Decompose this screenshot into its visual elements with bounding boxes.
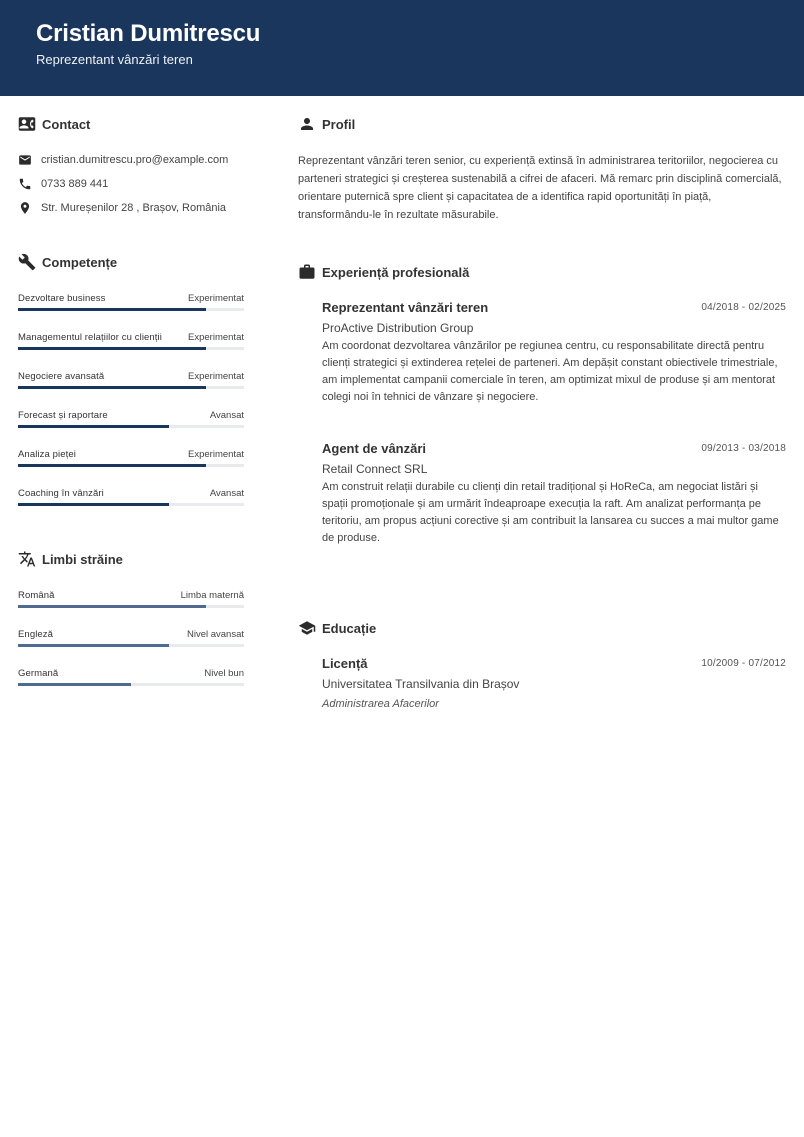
experience-entry (322, 300, 786, 416)
skill-name: Coaching în vânzări (18, 488, 104, 499)
skill-item (18, 332, 244, 356)
contact-heading (18, 115, 90, 133)
language-bar-fill (18, 644, 169, 647)
company-name: Retail Connect SRL (322, 462, 428, 476)
languages-heading-label: Limbi străine (42, 551, 123, 567)
skill-bar (18, 347, 244, 350)
skill-item (18, 371, 244, 395)
experience-heading-label: Experiență profesională (322, 264, 470, 280)
skill-level: Experimentat (188, 332, 244, 343)
education-dates: 10/2009 - 07/2012 (701, 658, 786, 669)
profile-summary: Reprezentant vânzări teren senior, cu experiență extinsă în administrarea teritoriilor, negocierea cu parteneri strategici și creșterea sustenabilă a cifrei de afaceri. Mă remarc prin disciplină comercială, orientare puternică spre client și capacitatea de a identifica rapid oportunități în piață, transformându-le în rezultate măsurabile. (298, 155, 782, 221)
languages-heading (18, 550, 123, 568)
skill-bar-fill (18, 464, 206, 467)
resume-header (0, 0, 804, 96)
skill-level: Avansat (209, 410, 244, 421)
contact-heading-label: Contact (42, 116, 91, 132)
skill-bar-fill (18, 425, 169, 428)
education-heading (298, 619, 376, 637)
skills-heading-label: Competențe (42, 254, 118, 270)
skill-item (18, 410, 244, 434)
skill-level: Avansat (209, 488, 244, 499)
skill-bar-fill (18, 308, 206, 311)
language-name: Română (18, 590, 55, 601)
skill-item (18, 293, 244, 317)
language-level: Limba maternă (180, 590, 244, 601)
contact-address-text: Str. Mureșenilor 28 , Brașov, România (41, 202, 227, 214)
skill-bar (18, 425, 244, 428)
profile-heading (298, 115, 355, 133)
education-heading-label: Educație (322, 620, 377, 636)
language-item (18, 668, 244, 692)
skill-bar-fill (18, 503, 169, 506)
briefcase-icon (298, 263, 316, 281)
skill-name: Managementul relațiilor cu clienții (18, 332, 162, 343)
person-icon (298, 115, 316, 133)
skill-name: Forecast și raportare (18, 410, 108, 421)
language-bar (18, 605, 244, 608)
language-item (18, 629, 244, 653)
skill-level: Experimentat (188, 293, 244, 304)
contact-phone[interactable] (18, 176, 108, 192)
language-bar (18, 644, 244, 647)
job-description: Am construit relații durabile cu clienți din retail tradițional și HoReCa, am negociat listări și spații promoționale și am urmărit îndeaproape execuția la raft. Am analizat performanța pe teritoriu, am propus acțiuni corective și am contribuit la lansarea cu succes a mai multor game de produse. (322, 481, 779, 544)
language-level: Nivel avansat (186, 629, 244, 640)
skill-level: Experimentat (188, 371, 244, 382)
language-level: Nivel bun (204, 668, 244, 679)
degree-title: Licență (322, 656, 368, 671)
translate-icon (18, 550, 36, 568)
candidate-title: Reprezentant vânzări teren (36, 52, 193, 67)
contact-email-text[interactable]: cristian.dumitrescu.pro@example.com (41, 154, 229, 166)
wrench-icon (18, 253, 36, 271)
skill-bar (18, 386, 244, 389)
skill-name: Analiza pieței (18, 449, 76, 460)
language-item (18, 590, 244, 614)
language-name: Germană (18, 668, 59, 679)
language-name: Engleză (18, 629, 54, 640)
skill-level: Experimentat (188, 449, 244, 460)
job-dates: 09/2013 - 03/2018 (701, 443, 786, 454)
skill-name: Dezvoltare business (18, 293, 106, 304)
contact-email[interactable] (18, 152, 228, 168)
candidate-name: Cristian Dumitrescu (36, 20, 261, 47)
experience-entry (322, 441, 786, 557)
skill-bar (18, 503, 244, 506)
contact-card-icon (18, 115, 36, 133)
field-of-study: Administrarea Afacerilor (322, 698, 439, 710)
education-entry (322, 656, 786, 716)
institution-name: Universitatea Transilvania din Brașov (322, 677, 520, 691)
skill-bar (18, 308, 244, 311)
skills-heading (18, 253, 117, 271)
language-bar (18, 683, 244, 686)
experience-heading (298, 263, 469, 281)
job-description: Am coordonat dezvoltarea vânzărilor pe regiunea centru, cu responsabilitate directă pentru clienți strategici și extinderea rețelei de parteneri. Am depășit constant obiectivele trimestriale, am implementat campanii comerciale în teren, am optimizat mixul de produse și am mentorat colegi noi în tehnici de vânzare și negociere. (322, 340, 778, 403)
contact-phone-text[interactable]: 0733 889 441 (41, 178, 109, 190)
company-name: ProActive Distribution Group (322, 321, 474, 335)
skill-name: Negociere avansată (18, 371, 105, 382)
skill-item (18, 488, 244, 512)
skill-bar-fill (18, 386, 206, 389)
language-bar-fill (18, 605, 206, 608)
skill-bar-fill (18, 347, 206, 350)
skill-bar (18, 464, 244, 467)
job-title: Reprezentant vânzări teren (322, 300, 489, 315)
job-dates: 04/2018 - 02/2025 (701, 302, 786, 313)
profile-heading-label: Profil (322, 116, 356, 132)
job-title: Agent de vânzări (322, 441, 427, 456)
location-pin-icon (18, 201, 32, 215)
skill-item (18, 449, 244, 473)
email-icon (18, 153, 32, 167)
contact-address (18, 200, 226, 216)
graduation-cap-icon (298, 619, 316, 637)
phone-icon (18, 177, 32, 191)
language-bar-fill (18, 683, 131, 686)
